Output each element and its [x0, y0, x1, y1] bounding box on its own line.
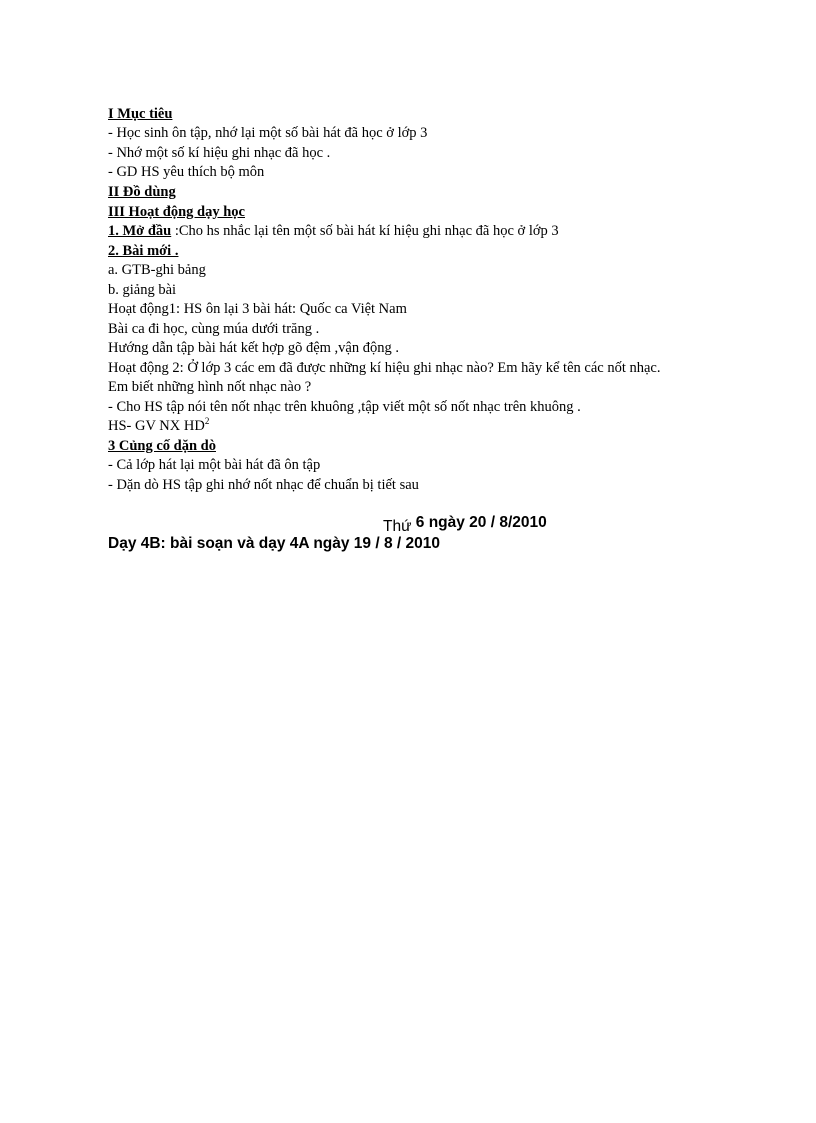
evaluation-text: HS- GV NX HD — [108, 418, 205, 434]
step-opening-line — [108, 222, 559, 240]
section-materials-heading: II Đồ dùng — [108, 184, 176, 200]
item-a-line: a. GTB-ghi bảng — [108, 262, 206, 278]
footer-line: Dạy 4B: bài soạn và dạy 4A ngày 19 / 8 / 2010 — [108, 535, 440, 552]
objective-line-1: - Học sinh ôn tập, nhớ lại một số bài hát đã học ở lớp 3 — [108, 125, 428, 141]
objective-line-2: - Nhớ một số kí hiệu ghi nhạc đã học . — [108, 145, 331, 161]
step-opening-text: :Cho hs nhắc lại tên một số bài hát kí hiệu ghi nhạc đã học ở lớp 3 — [171, 223, 559, 239]
step-opening-heading: 1. Mở đầu — [108, 223, 172, 239]
guide-line: Hướng dẫn tập bài hát kết hợp gõ đệm ,vận động . — [108, 340, 399, 356]
songs-line: Bài ca đi học, cùng múa dưới trăng . — [108, 321, 320, 337]
review-line-2: - Dặn dò HS tập ghi nhớ nốt nhạc để chuẩn bị tiết sau — [108, 477, 419, 493]
step-new-lesson-heading: 2. Bài mới . — [108, 243, 179, 259]
activity-2-line: Hoạt động 2: Ở lớp 3 các em đã được những kí hiệu ghi nhạc nào? Em hãy kể tên các nốt nhạc. — [108, 360, 661, 376]
review-line-1: - Cả lớp hát lại một bài hát đã ôn tập — [108, 457, 321, 473]
date-line — [383, 514, 547, 535]
date-rest: 6 ngày 20 / 8/2010 — [411, 514, 547, 531]
section-activities-heading: III Hoạt động dạy học — [108, 204, 245, 220]
step-review-heading: 3 Củng cố dặn dò — [108, 438, 216, 454]
question-line: Em biết những hình nốt nhạc nào ? — [108, 379, 312, 395]
evaluation-superscript: 2 — [204, 416, 210, 426]
section-objectives-heading: I Mục tiêu — [108, 106, 173, 122]
practice-line: - Cho HS tập nói tên nốt nhạc trên khuông ,tập viết một số nốt nhạc trên khuông . — [108, 399, 581, 415]
objective-line-3: - GD HS yêu thích bộ môn — [108, 164, 265, 180]
item-b-line: b. giảng bài — [108, 282, 177, 298]
evaluation-line — [108, 417, 209, 435]
date-prefix: Thứ — [383, 518, 412, 535]
activity-1-line: Hoạt động1: HS ôn lại 3 bài hát: Quốc ca Việt Nam — [108, 301, 407, 317]
